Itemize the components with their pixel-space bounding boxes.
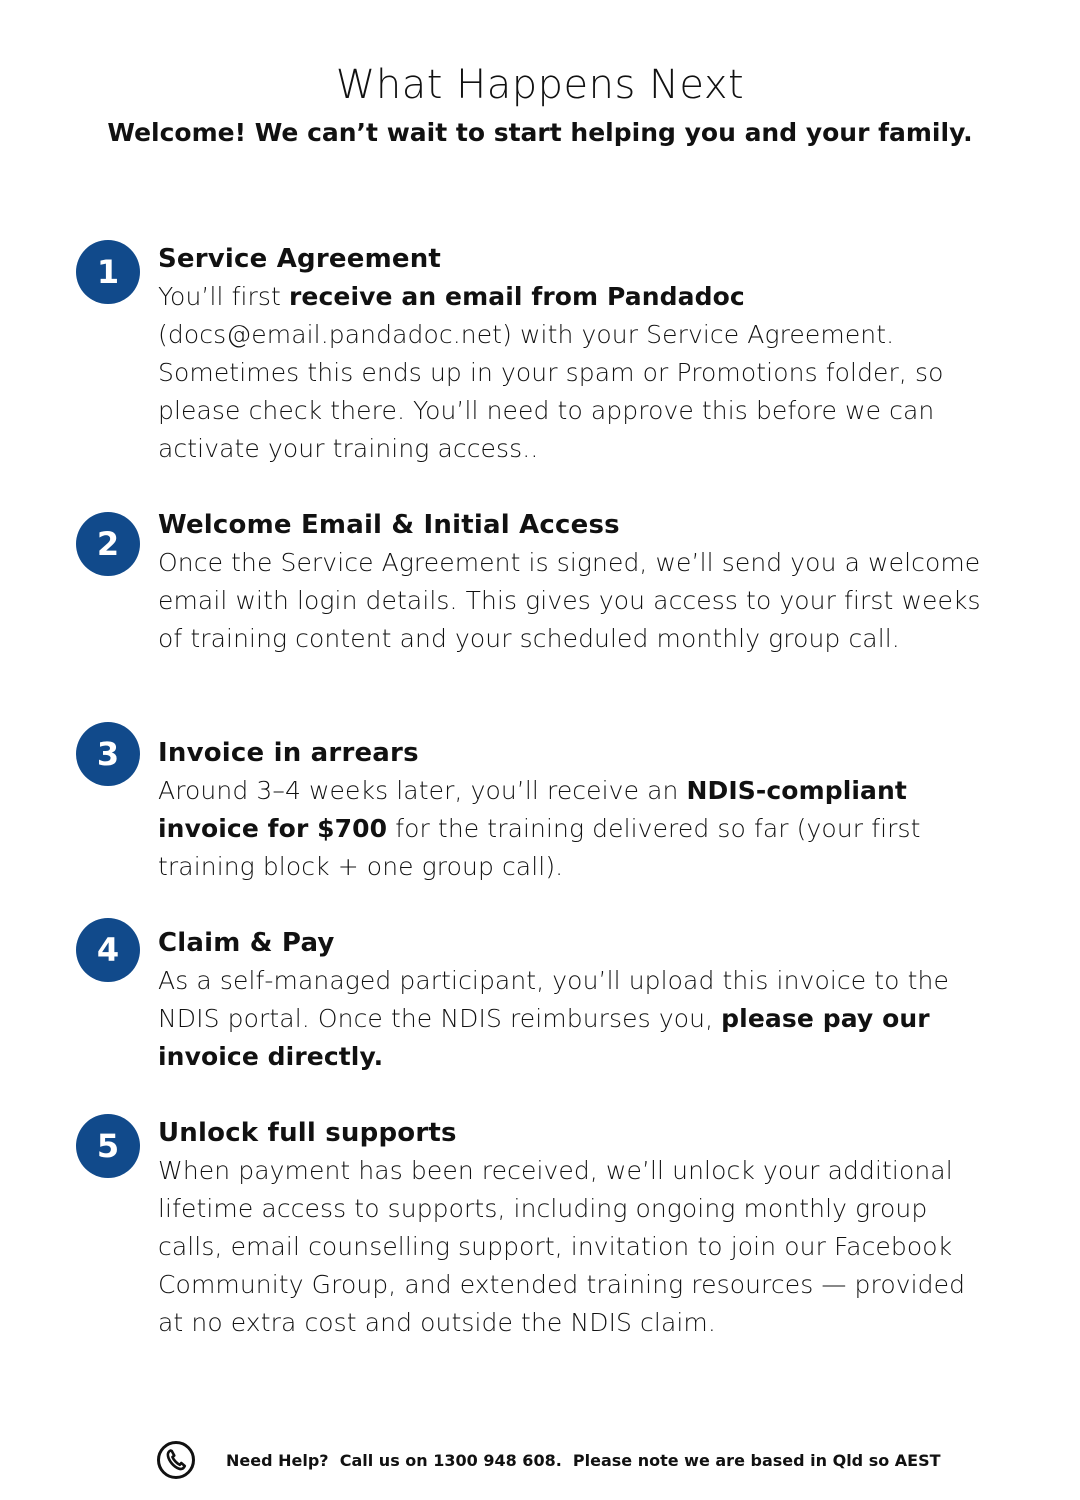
step-text-bold: receive an email from Pandadoc xyxy=(288,282,745,311)
step-heading: Welcome Email & Initial Access xyxy=(158,510,620,540)
step-text-bold: please pay our invoice directly. xyxy=(158,1004,930,1071)
step-text-part: You’ll first xyxy=(158,282,289,311)
step-text xyxy=(158,1152,988,1342)
step-heading: Service Agreement xyxy=(158,244,442,274)
step-text xyxy=(158,772,988,886)
step-body xyxy=(158,1114,988,1342)
step-body xyxy=(158,240,988,468)
step-text xyxy=(158,544,988,658)
step-text-part: (docs@email.pandadoc.net) with your Service Agreement. Sometimes this ends up in your spam or Promotions folder, so please check there. You’ll need to approve this before we can activate your training access.. xyxy=(158,320,944,463)
phone-icon xyxy=(156,1440,196,1480)
page-title: What Happens Next xyxy=(335,62,745,108)
step-text-part: Once the Service Agreement is signed, we’ll send you a welcome email with login details. This gives you access to your first weeks of training content and your scheduled monthly group call. xyxy=(158,548,981,653)
step-number-badge: 4 xyxy=(76,918,140,982)
step-number-badge: 3 xyxy=(76,722,140,786)
step-heading: Claim & Pay xyxy=(158,928,335,958)
step-text-part: for the training delivered so far (your first training block + one group call). xyxy=(158,814,921,881)
help-footer xyxy=(156,1438,941,1482)
step-number-badge: 5 xyxy=(76,1114,140,1178)
help-text: Need Help? Call us on 1300 948 608. Please note we are based in Qld so AEST xyxy=(226,1450,941,1470)
step-text-part: As a self-managed participant, you’ll upload this invoice to the NDIS portal. Once the NDIS reimburses you, xyxy=(158,966,949,1033)
step-number-badge: 2 xyxy=(76,512,140,576)
step-text-part: Around 3–4 weeks later, you’ll receive an xyxy=(158,776,687,805)
page-subtitle: Welcome! We can’t wait to start helping you and your family. xyxy=(107,118,973,147)
step-heading: Unlock full supports xyxy=(158,1118,457,1148)
step-number-badge: 1 xyxy=(76,240,140,304)
step-text xyxy=(158,962,988,1076)
step-body xyxy=(158,734,988,886)
step-body xyxy=(158,924,988,1076)
step-text-part: When payment has been received, we’ll unlock your additional lifetime access to supports, including ongoing monthly group calls, email counselling support, invitation to join our Facebook Community Group, and extended training resources — provided at no extra cost and outside the NDIS claim. xyxy=(158,1156,966,1337)
step-heading: Invoice in arrears xyxy=(158,738,419,768)
step-text-bold: NDIS-compliant invoice for $700 xyxy=(158,776,907,843)
step-text xyxy=(158,278,988,468)
step-body xyxy=(158,506,988,658)
